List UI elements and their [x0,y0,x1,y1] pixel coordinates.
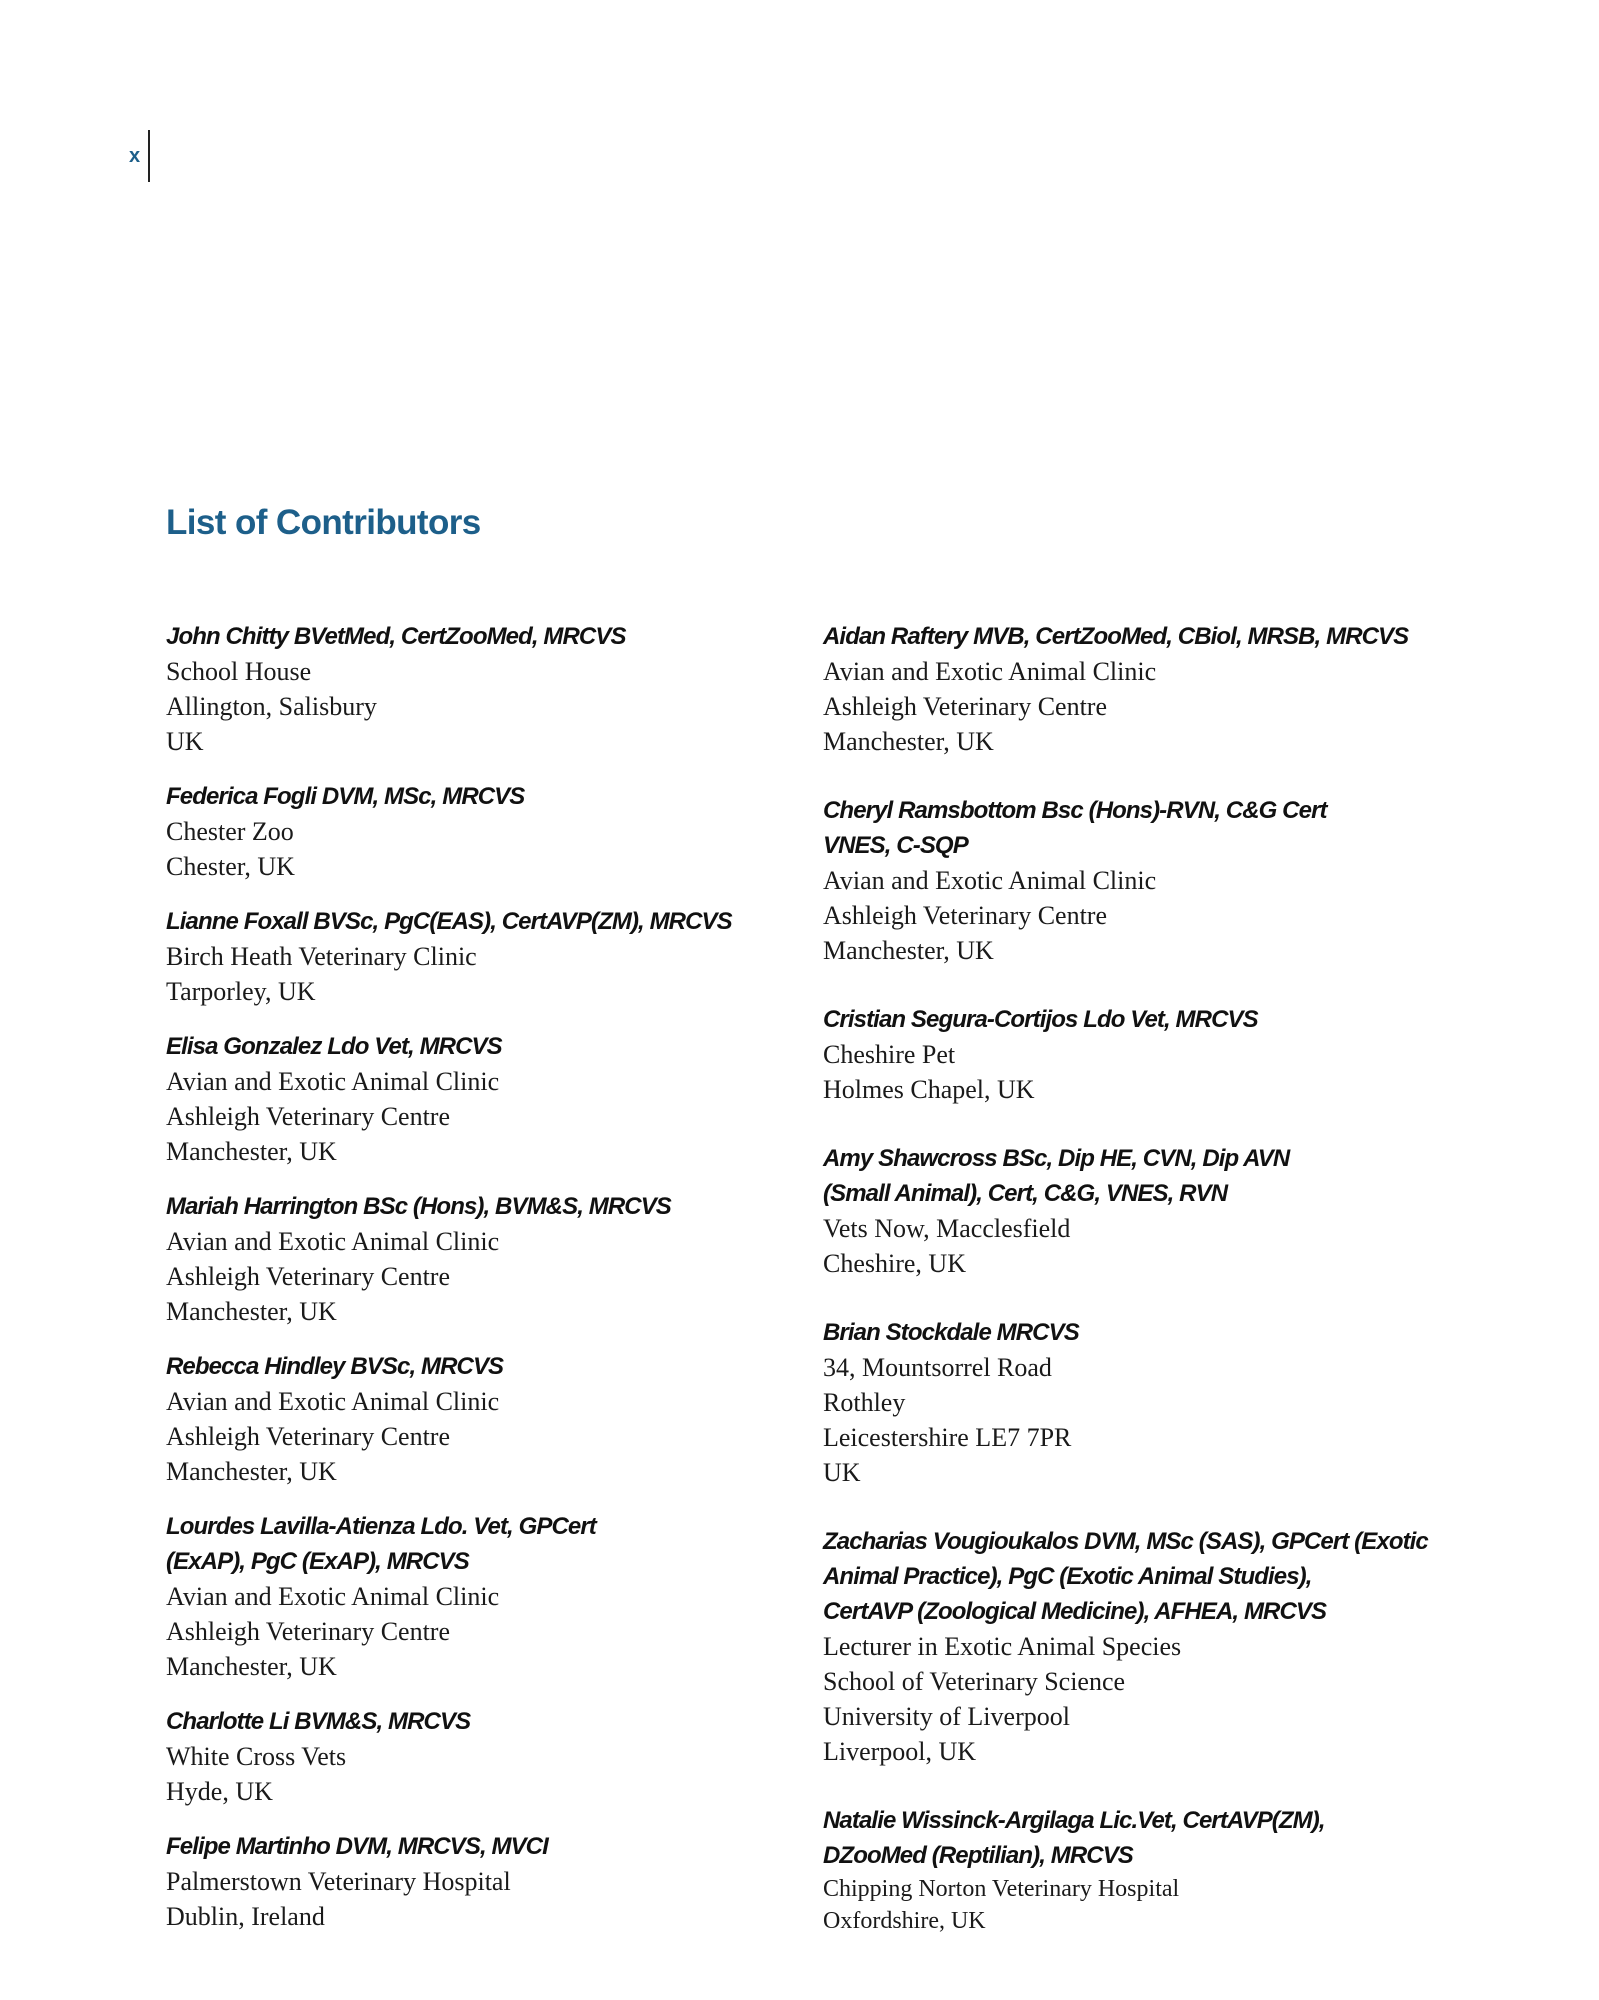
contributor-affiliation-line: Avian and Exotic Animal Clinic [823,657,1157,686]
contributor-name: Animal Practice), PgC (Exotic Animal Studies), [823,1563,1312,1590]
contributor-affiliation-line: Oxfordshire, UK [823,1908,986,1934]
contributor-name: (ExAP), PgC (ExAP), MRCVS [166,1548,469,1575]
contributor-entry [823,1002,1463,1107]
contributor-affiliation-line: Tarporley, UK [166,977,316,1006]
contributor-affiliation-line: Chester Zoo [166,817,294,846]
contributor-affiliation-line: 34, Mountsorrel Road [823,1353,1052,1382]
contributor-entry [823,619,1463,759]
contributor-affiliation-line: Avian and Exotic Animal Clinic [166,1227,500,1256]
contributor-affiliation-line: Lecturer in Exotic Animal Species [823,1632,1182,1661]
contributor-affiliation-line: Manchester, UK [166,1137,337,1166]
contributor-affiliation-line: Rothley [823,1388,906,1417]
contributor-affiliation-line: Holmes Chapel, UK [823,1075,1035,1104]
page-title: List of Contributors [166,503,481,542]
contributor-name: Rebecca Hindley BVSc, MRCVS [166,1353,504,1380]
contributor-affiliation-line: UK [166,727,204,756]
contributor-name: Amy Shawcross BSc, Dip HE, CVN, Dip AVN [823,1145,1290,1172]
contributor-affiliation-line: Liverpool, UK [823,1737,977,1766]
contributor-affiliation-line: School House [166,657,312,686]
contributor-name: DZooMed (Reptilian), MRCVS [823,1842,1133,1869]
contributor-affiliation-line: Manchester, UK [166,1457,337,1486]
contributor-affiliation-line: Allington, Salisbury [166,692,377,721]
contributor-entry [823,1803,1463,1937]
contributor-name: Mariah Harrington BSc (Hons), BVM&S, MRCVS [166,1193,671,1220]
contributor-affiliation-line: Ashleigh Veterinary Centre [166,1422,450,1451]
contributor-affiliation-line: Palmerstown Veterinary Hospital [166,1867,511,1896]
contributor-affiliation-line: Chester, UK [166,852,295,881]
contributor-name: Zacharias Vougioukalos DVM, MSc (SAS), GPCert (Exotic [823,1528,1428,1555]
contributor-affiliation-line: Manchester, UK [166,1297,337,1326]
contributor-affiliation-line: Manchester, UK [166,1652,337,1681]
contributor-name: Felipe Martinho DVM, MRCVS, MVCI [166,1833,548,1860]
contributor-affiliation-line: Manchester, UK [823,936,994,965]
contributor-name: Cristian Segura-Cortijos Ldo Vet, MRCVS [823,1006,1258,1033]
contributor-name: Lianne Foxall BVSc, PgC(EAS), CertAVP(ZM), MRCVS [166,908,732,935]
contributor-entry [166,1349,766,1489]
contributor-entry [166,904,766,1009]
contributor-name: Federica Fogli DVM, MSc, MRCVS [166,783,525,810]
contributor-entry [166,1189,766,1329]
contributor-affiliation-line: Leicestershire LE7 7PR [823,1423,1072,1452]
contributor-name: Charlotte Li BVM&S, MRCVS [166,1708,471,1735]
contributor-affiliation-line: Ashleigh Veterinary Centre [166,1617,450,1646]
contributor-affiliation-line: Manchester, UK [823,727,994,756]
contributor-name: Natalie Wissinck-Argilaga Lic.Vet, CertAVP(ZM), [823,1807,1325,1834]
contributor-name: VNES, C-SQP [823,832,968,859]
contributor-affiliation-line: Ashleigh Veterinary Centre [166,1262,450,1291]
contributor-affiliation-line: Dublin, Ireland [166,1902,325,1931]
page-number: x [129,145,141,167]
contributor-affiliation-line: Cheshire Pet [823,1040,956,1069]
contributor-affiliation-line: Avian and Exotic Animal Clinic [166,1387,500,1416]
contributor-affiliation-line: Chipping Norton Veterinary Hospital [823,1876,1180,1902]
contributor-entry [166,1829,766,1934]
contributor-entry [823,1524,1463,1769]
contributor-entry [823,793,1463,968]
contributor-entry [166,619,766,759]
contributors-column-right [823,619,1463,1971]
contributor-affiliation-line: Birch Heath Veterinary Clinic [166,942,477,971]
contributor-name: Aidan Raftery MVB, CertZooMed, CBiol, MRSB, MRCVS [823,623,1409,650]
contributor-name: Elisa Gonzalez Ldo Vet, MRCVS [166,1033,502,1060]
contributor-name: CertAVP (Zoological Medicine), AFHEA, MRCVS [823,1598,1327,1625]
contributor-affiliation-line: Cheshire, UK [823,1249,966,1278]
contributor-affiliation-line: Hyde, UK [166,1777,273,1806]
page-folio [129,130,150,182]
folio-divider-rule [148,130,150,182]
contributor-name: Cheryl Ramsbottom Bsc (Hons)-RVN, C&G Cert [823,797,1327,824]
contributor-affiliation-line: Ashleigh Veterinary Centre [823,901,1107,930]
contributor-name: Brian Stockdale MRCVS [823,1319,1079,1346]
contributor-affiliation-line: School of Veterinary Science [823,1667,1126,1696]
contributor-affiliation-line: Avian and Exotic Animal Clinic [166,1067,500,1096]
contributor-name: Lourdes Lavilla-Atienza Ldo. Vet, GPCert [166,1513,596,1540]
contributor-entry [166,1029,766,1169]
contributor-entry [823,1315,1463,1490]
contributor-entry [823,1141,1463,1281]
contributors-column-left [166,619,766,1954]
contributor-affiliation-line: Ashleigh Veterinary Centre [166,1102,450,1131]
contributor-entry [166,1509,766,1684]
contributor-entry [166,779,766,884]
contributor-affiliation-line: UK [823,1458,861,1487]
contributor-affiliation-line: Avian and Exotic Animal Clinic [823,866,1157,895]
contributor-affiliation-line: Ashleigh Veterinary Centre [823,692,1107,721]
contributor-affiliation-line: White Cross Vets [166,1742,347,1771]
contributor-name: (Small Animal), Cert, C&G, VNES, RVN [823,1180,1228,1207]
contributor-entry [166,1704,766,1809]
contributor-affiliation-line: University of Liverpool [823,1702,1070,1731]
contributor-affiliation-line: Avian and Exotic Animal Clinic [166,1582,500,1611]
contributor-affiliation-line: Vets Now, Macclesfield [823,1214,1071,1243]
contributor-name: John Chitty BVetMed, CertZooMed, MRCVS [166,623,626,650]
